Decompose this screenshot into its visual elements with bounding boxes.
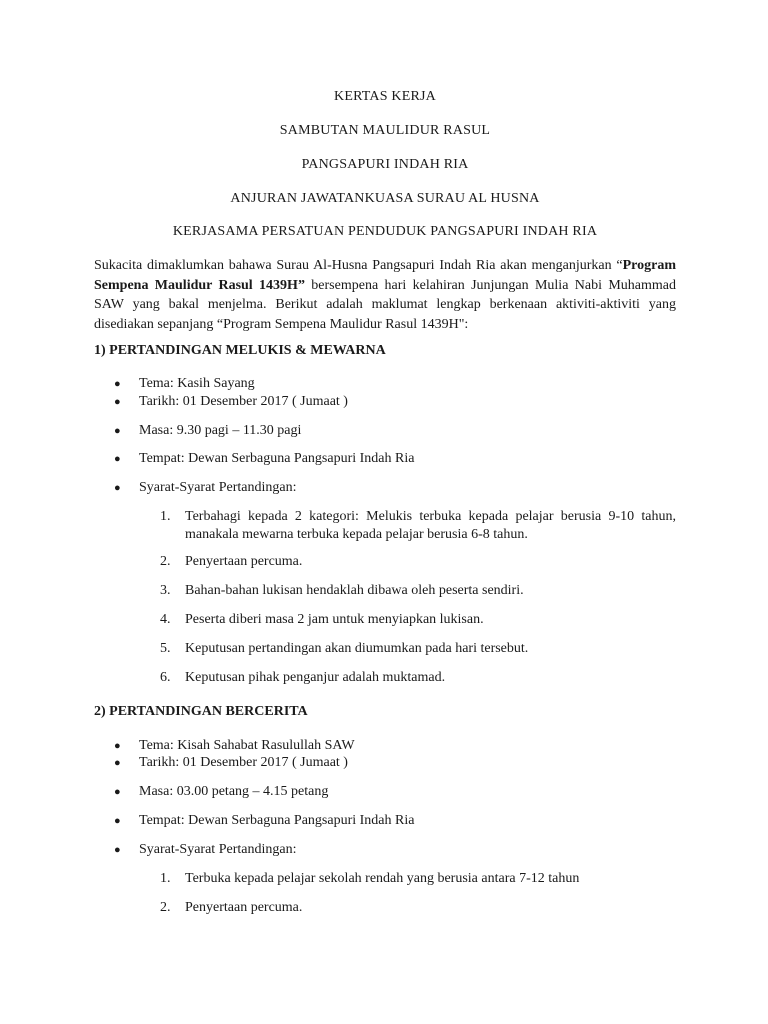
rule-text: Penyertaan percuma. — [185, 900, 303, 915]
doc-subtitle-location: PANGSAPURI INDAH RIA — [301, 157, 469, 172]
section-heading-storytelling: 2) PERTANDINGAN BERCERITA — [94, 704, 308, 719]
bullet-icon: ● — [114, 378, 121, 390]
intro-text-1: Sukacita dimaklumkan bahawa Surau Al-Husna Pangsapuri Indah Ria akan menganjurkan “ — [94, 258, 623, 273]
doc-subtitle-partner: KERJASAMA PERSATUAN PENDUDUK PANGSAPURI INDAH RIA — [172, 224, 598, 239]
document-page — [94, 0, 676, 1024]
intro-program-name: Program Sempena Maulidur Rasul 1439H” — [94, 258, 676, 293]
rule-text: Penyertaan percuma. — [185, 554, 303, 569]
bullet-text: Syarat-Syarat Pertandingan: — [139, 480, 297, 495]
bullet-text: Tarikh: 01 Desember 2017 ( Jumaat ) — [139, 394, 348, 409]
bullet-text: Masa: 9.30 pagi – 11.30 pagi — [139, 423, 302, 438]
rule-number: 3. — [160, 583, 171, 598]
doc-subtitle-event: SAMBUTAN MAULIDUR RASUL — [279, 123, 491, 138]
rule-number: 1. — [160, 871, 171, 886]
rule-number: 2. — [160, 900, 171, 915]
rule-text: Bahan-bahan lukisan hendaklah dibawa oleh peserta sendiri. — [185, 583, 524, 598]
bullet-icon: ● — [114, 740, 121, 752]
rule-text: Peserta diberi masa 2 jam untuk menyiapkan lukisan. — [185, 612, 484, 627]
rule-number: 2. — [160, 554, 171, 569]
bullet-text: Tempat: Dewan Serbaguna Pangsapuri Indah Ria — [139, 813, 415, 828]
bullet-text: Tema: Kasih Sayang — [139, 376, 255, 391]
rule-text: Terbahagi kepada 2 kategori: Melukis terbuka kepada pelajar berusia 9-10 tahun, manakala mewarna terbuka kepada pelajar berusia 6-8 tahun. — [185, 509, 676, 542]
bullet-text: Masa: 03.00 petang – 4.15 petang — [139, 784, 329, 799]
bullet-text: Syarat-Syarat Pertandingan: — [139, 842, 297, 857]
bullet-icon: ● — [114, 482, 121, 494]
doc-subtitle-organizer: ANJURAN JAWATANKUASA SURAU AL HUSNA — [230, 191, 540, 206]
bullet-icon: ● — [114, 815, 121, 827]
bullet-icon: ● — [114, 453, 121, 465]
bullet-icon: ● — [114, 757, 121, 769]
bullet-text: Tempat: Dewan Serbaguna Pangsapuri Indah Ria — [139, 451, 415, 466]
rule-text: Keputusan pihak penganjur adalah muktamad. — [185, 670, 446, 685]
rule-number: 1. — [160, 509, 171, 524]
intro-text-2: bersempena hari kelahiran Junjungan Mulia Nabi Muhammad SAW yang bakal menjelma. Berikut adalah maklumat lengkap berkenaan aktiviti-aktiviti yang disediakan sepanjang “Program Sempena Maulidur Rasul 1439H": — [94, 277, 676, 332]
bullet-text: Tema: Kisah Sahabat Rasulullah SAW — [139, 738, 355, 753]
rule-number: 4. — [160, 612, 171, 627]
section-heading-drawing: 1) PERTANDINGAN MELUKIS & MEWARNA — [94, 343, 386, 358]
rule-text: Keputusan pertandingan akan diumumkan pada hari tersebut. — [185, 641, 529, 656]
bullet-icon: ● — [114, 786, 121, 798]
bullet-icon: ● — [114, 844, 121, 856]
intro-paragraph — [94, 256, 676, 334]
bullet-icon: ● — [114, 396, 121, 408]
bullet-text: Tarikh: 01 Desember 2017 ( Jumaat ) — [139, 755, 348, 770]
doc-title: KERTAS KERJA — [334, 89, 436, 104]
bullet-icon: ● — [114, 425, 121, 437]
rule-text: Terbuka kepada pelajar sekolah rendah yang berusia antara 7-12 tahun — [185, 871, 580, 886]
rule-number: 5. — [160, 641, 171, 656]
rule-number: 6. — [160, 670, 171, 685]
